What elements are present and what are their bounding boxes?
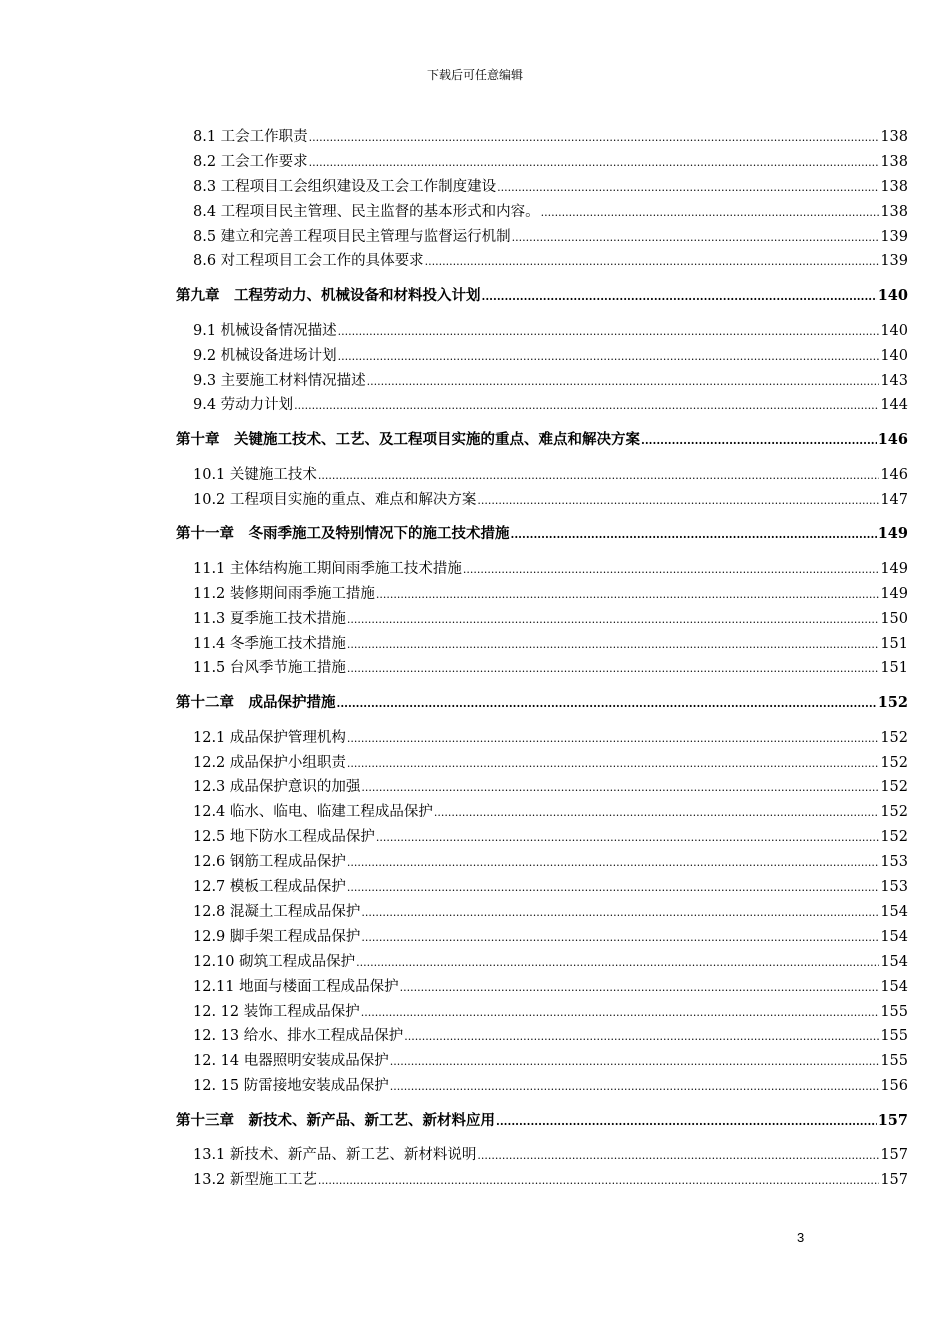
- toc-entry-page: 138: [880, 203, 908, 220]
- toc-section-entry[interactable]: [176, 463, 908, 488]
- toc-entry-page: 139: [880, 253, 908, 270]
- toc-entry-title: 第十二章 成品保护措施: [176, 694, 336, 712]
- toc-entry-title: 12.1 成品保护管理机构: [193, 729, 346, 746]
- toc-entry-title: 8.1 工会工作职责: [193, 129, 308, 145]
- toc-entry-page: 139: [880, 228, 908, 245]
- toc-entry-title: 第十章 关键施工技术、工艺、及工程项目实施的重点、难点和解决方案: [176, 431, 640, 449]
- toc-entry-page: 152: [880, 729, 908, 746]
- toc-chapter-entry[interactable]: [176, 522, 908, 547]
- toc-entry-page: 152: [880, 779, 908, 796]
- toc-entry-page: 155: [880, 1028, 908, 1045]
- toc-leader-dots: [367, 369, 880, 394]
- toc-leader-dots: [497, 175, 879, 200]
- toc-entry-title: 12.3 成品保护意识的加强: [193, 779, 361, 796]
- toc-entry-page: 154: [880, 928, 908, 945]
- toc-entry-title: 10.1 关键施工技术: [193, 466, 317, 483]
- toc-entry-page: 150: [880, 610, 908, 627]
- toc-section-entry[interactable]: [176, 200, 908, 225]
- toc-leader-dots: [347, 656, 879, 681]
- toc-section-entry[interactable]: [176, 1000, 908, 1025]
- toc-entry-title: 8.6 对工程项目工会工作的具体要求: [193, 253, 424, 270]
- toc-leader-dots: [318, 1168, 879, 1193]
- toc-leader-dots: [496, 1109, 877, 1134]
- toc-entry-title: 11.2 装修期间雨季施工措施: [193, 585, 375, 602]
- toc-entry-page: 144: [880, 397, 908, 414]
- toc-entry-page: 138: [880, 178, 908, 195]
- toc-entry-page: 138: [880, 129, 908, 145]
- toc-entry-title: 12. 15 防雷接地安装成品保护: [193, 1078, 389, 1095]
- toc-entry-page: 152: [877, 694, 908, 712]
- toc-leader-dots: [511, 522, 877, 547]
- toc-entry-page: 157: [877, 1112, 908, 1130]
- toc-entry-title: 11.1 主体结构施工期间雨季施工技术措施: [193, 560, 462, 577]
- toc-entry-title: 8.4 工程项目民主管理、民主监督的基本形式和内容。: [193, 203, 540, 220]
- toc-section-entry[interactable]: [176, 825, 908, 850]
- toc-entry-title: 12. 12 装饰工程成品保护: [193, 1003, 360, 1020]
- toc-leader-dots: [318, 463, 879, 488]
- toc-entry-page: 154: [880, 903, 908, 920]
- toc-section-entry[interactable]: [176, 249, 908, 274]
- page-header: 下载后可任意编辑: [426, 68, 523, 82]
- toc-section-entry[interactable]: [176, 1074, 908, 1099]
- toc-entry-page: 157: [880, 1147, 908, 1164]
- toc-entry-title: 12.6 钢筋工程成品保护: [193, 854, 346, 871]
- page-number: 3: [797, 1230, 805, 1245]
- toc-entry-title: 13.1 新技术、新产品、新工艺、新材料说明: [193, 1147, 477, 1164]
- toc-section-entry[interactable]: [176, 344, 908, 369]
- toc-entry-page: 155: [880, 1053, 908, 1070]
- toc-entry-page: 149: [880, 560, 908, 577]
- toc-leader-dots: [347, 607, 879, 632]
- toc-entry-page: 154: [880, 978, 908, 995]
- toc-entry-title: 13.2 新型施工工艺: [193, 1172, 317, 1189]
- toc-entry-title: 11.3 夏季施工技术措施: [193, 610, 346, 627]
- toc-chapter-entry[interactable]: [176, 1109, 908, 1134]
- table-of-contents: [176, 125, 908, 1193]
- toc-leader-dots: [347, 875, 879, 900]
- toc-leader-dots: [463, 557, 879, 582]
- toc-entry-page: 140: [880, 322, 908, 339]
- toc-section-entry[interactable]: [176, 393, 908, 418]
- toc-entry-title: 12.11 地面与楼面工程成品保护: [193, 978, 399, 995]
- toc-entry-title: 10.2 工程项目实施的重点、难点和解决方案: [193, 491, 477, 508]
- toc-leader-dots: [512, 225, 880, 250]
- toc-chapter-entry[interactable]: [176, 691, 908, 716]
- toc-section-entry[interactable]: [176, 800, 908, 825]
- toc-entry-page: 147: [880, 491, 908, 508]
- toc-entry-title: 第十一章 冬雨季施工及特别情况下的施工技术措施: [176, 525, 510, 543]
- toc-leader-dots: [361, 775, 879, 800]
- toc-leader-dots: [356, 950, 879, 975]
- toc-chapter-entry[interactable]: [176, 428, 908, 453]
- toc-leader-dots: [347, 726, 879, 751]
- toc-leader-dots: [361, 925, 879, 950]
- toc-section-entry[interactable]: [176, 751, 908, 776]
- toc-entry-page: 151: [880, 635, 908, 652]
- toc-section-entry[interactable]: [176, 1143, 908, 1168]
- toc-leader-dots: [376, 825, 879, 850]
- toc-entry-page: 155: [880, 1003, 908, 1020]
- toc-entry-page: 152: [880, 804, 908, 821]
- toc-section-entry[interactable]: [176, 850, 908, 875]
- toc-leader-dots: [541, 200, 880, 225]
- toc-leader-dots: [477, 1143, 879, 1168]
- toc-leader-dots: [477, 488, 879, 513]
- toc-leader-dots: [390, 1049, 880, 1074]
- toc-section-entry[interactable]: [176, 1168, 908, 1193]
- toc-leader-dots: [376, 582, 879, 607]
- toc-entry-title: 9.3 主要施工材料情况描述: [193, 372, 366, 389]
- toc-leader-dots: [482, 284, 877, 309]
- toc-leader-dots: [338, 319, 880, 344]
- toc-entry-title: 12.2 成品保护小组职责: [193, 754, 346, 771]
- toc-section-entry[interactable]: [176, 726, 908, 751]
- toc-entry-page: 152: [880, 829, 908, 846]
- toc-section-entry[interactable]: [176, 582, 908, 607]
- toc-section-entry[interactable]: [176, 225, 908, 250]
- toc-entry-page: 143: [880, 372, 908, 389]
- toc-leader-dots: [400, 975, 880, 1000]
- toc-chapter-entry[interactable]: [176, 284, 908, 309]
- toc-leader-dots: [347, 632, 879, 657]
- toc-section-entry[interactable]: [176, 175, 908, 200]
- toc-entry-title: 8.2 工会工作要求: [193, 153, 308, 170]
- toc-entry-title: 11.5 台风季节施工措施: [193, 660, 346, 677]
- toc-section-entry[interactable]: [176, 925, 908, 950]
- toc-leader-dots: [425, 249, 880, 274]
- toc-leader-dots: [338, 344, 880, 369]
- toc-section-entry[interactable]: [176, 632, 908, 657]
- toc-section-entry[interactable]: [176, 369, 908, 394]
- toc-entry-title: 12.9 脚手架工程成品保护: [193, 928, 361, 945]
- toc-leader-dots: [294, 393, 879, 418]
- toc-entry-title: 9.4 劳动力计划: [193, 397, 294, 414]
- toc-entry-title: 第九章 工程劳动力、机械设备和材料投入计划: [176, 287, 481, 305]
- toc-section-entry[interactable]: [176, 656, 908, 681]
- toc-section-entry[interactable]: [176, 775, 908, 800]
- toc-leader-dots: [434, 800, 879, 825]
- toc-entry-page: 140: [877, 287, 908, 305]
- toc-entry-page: 152: [880, 754, 908, 771]
- toc-section-entry[interactable]: [176, 975, 908, 1000]
- toc-entry-title: 12.8 混凝土工程成品保护: [193, 903, 361, 920]
- toc-entry-page: 140: [880, 347, 908, 364]
- toc-entry-title: 8.3 工程项目工会组织建设及工会工作制度建设: [193, 178, 497, 195]
- toc-section-entry[interactable]: [176, 125, 908, 150]
- toc-entry-page: 149: [880, 585, 908, 602]
- toc-entry-title: 9.2 机械设备进场计划: [193, 347, 337, 364]
- toc-entry-title: 12.5 地下防水工程成品保护: [193, 829, 375, 846]
- toc-section-entry[interactable]: [176, 319, 908, 344]
- toc-section-entry[interactable]: [176, 150, 908, 175]
- toc-leader-dots: [309, 150, 880, 175]
- toc-section-entry[interactable]: [176, 1024, 908, 1049]
- toc-section-entry[interactable]: [176, 900, 908, 925]
- toc-entry-page: 153: [880, 854, 908, 871]
- toc-leader-dots: [390, 1074, 880, 1099]
- toc-entry-page: 153: [880, 879, 908, 896]
- toc-entry-title: 12.4 临水、临电、临建工程成品保护: [193, 804, 433, 821]
- toc-section-entry[interactable]: [176, 950, 908, 975]
- toc-entry-title: 11.4 冬季施工技术措施: [193, 635, 346, 652]
- toc-leader-dots: [641, 428, 877, 453]
- toc-entry-page: 157: [880, 1172, 908, 1189]
- toc-entry-title: 第十三章 新技术、新产品、新工艺、新材料应用: [176, 1112, 495, 1130]
- toc-section-entry[interactable]: [176, 488, 908, 513]
- toc-entry-page: 156: [880, 1078, 908, 1095]
- toc-section-entry[interactable]: [176, 1049, 908, 1074]
- toc-leader-dots: [361, 1000, 880, 1025]
- toc-entry-page: 138: [880, 153, 908, 170]
- toc-leader-dots: [347, 751, 879, 776]
- toc-leader-dots: [337, 691, 877, 716]
- toc-section-entry[interactable]: [176, 557, 908, 582]
- toc-entry-title: 9.1 机械设备情况描述: [193, 322, 337, 339]
- toc-entry-page: 146: [877, 431, 908, 449]
- toc-leader-dots: [347, 850, 879, 875]
- toc-entry-title: 12.7 模板工程成品保护: [193, 879, 346, 896]
- toc-entry-page: 149: [877, 525, 908, 543]
- toc-leader-dots: [309, 125, 880, 150]
- toc-entry-title: 12. 14 电器照明安装成品保护: [193, 1053, 389, 1070]
- toc-entry-page: 154: [880, 953, 908, 970]
- toc-entry-page: 146: [880, 466, 908, 483]
- toc-section-entry[interactable]: [176, 607, 908, 632]
- toc-entry-title: 12. 13 给水、排水工程成品保护: [193, 1028, 404, 1045]
- toc-entry-title: 12.10 砌筑工程成品保护: [193, 953, 356, 970]
- toc-entry-page: 151: [880, 660, 908, 677]
- toc-section-entry[interactable]: [176, 875, 908, 900]
- toc-leader-dots: [404, 1024, 879, 1049]
- toc-entry-title: 8.5 建立和完善工程项目民主管理与监督运行机制: [193, 228, 511, 245]
- toc-leader-dots: [361, 900, 879, 925]
